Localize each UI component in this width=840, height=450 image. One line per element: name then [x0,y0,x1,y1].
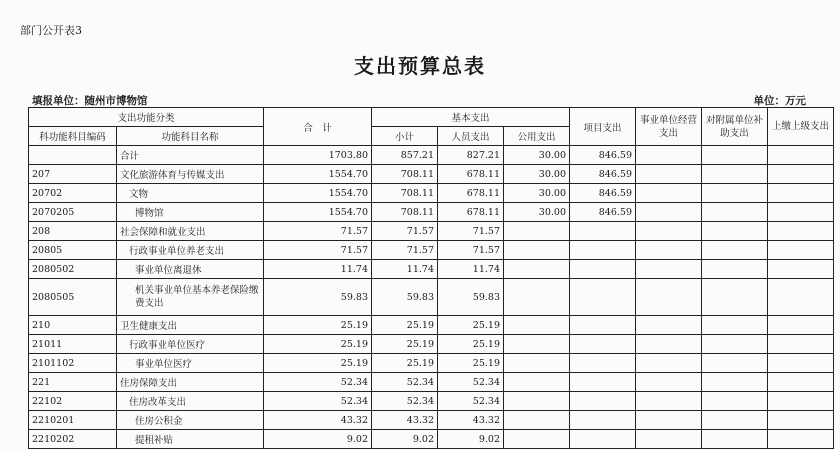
cell-project [570,411,636,430]
cell-biz [636,373,702,392]
table-row [29,146,834,165]
cell-public [504,241,570,260]
cell-biz [636,146,702,165]
cell-personnel: 43.32 [438,411,504,430]
cell-total: 11.74 [264,260,372,279]
cell-affiliated [702,165,768,184]
cell-upward [768,241,834,260]
cell-personnel: 11.74 [438,260,504,279]
cell-public [504,354,570,373]
cell-subtotal: 25.19 [372,335,438,354]
cell-upward [768,279,834,316]
cell-public: 30.00 [504,165,570,184]
cell-public [504,279,570,316]
cell-total: 71.57 [264,241,372,260]
header-classification: 支出功能分类 [29,108,264,127]
cell-name: 合计 [117,146,264,165]
cell-code: 221 [29,373,117,392]
cell-name: 卫生健康支出 [117,316,264,335]
cell-total: 1703.80 [264,146,372,165]
cell-personnel: 71.57 [438,241,504,260]
cell-public [504,222,570,241]
cell-code: 2210202 [29,430,117,449]
cell-upward [768,354,834,373]
doc-tag: 部门公开表3 [20,24,82,37]
cell-upward [768,373,834,392]
cell-public [504,373,570,392]
header-public: 公用支出 [504,127,570,146]
cell-subtotal: 708.11 [372,165,438,184]
cell-personnel: 25.19 [438,316,504,335]
cell-subtotal: 9.02 [372,430,438,449]
cell-affiliated [702,260,768,279]
cell-public [504,411,570,430]
cell-total: 9.02 [264,430,372,449]
cell-upward [768,260,834,279]
cell-affiliated [702,430,768,449]
table-row [29,241,834,260]
table-row [29,260,834,279]
cell-code: 2210201 [29,411,117,430]
cell-project: 846.59 [570,184,636,203]
header-basic: 基本支出 [372,108,570,127]
cell-subtotal: 708.11 [372,203,438,222]
cell-total: 1554.70 [264,184,372,203]
cell-subtotal: 25.19 [372,354,438,373]
cell-personnel: 9.02 [438,430,504,449]
cell-name: 住房改革支出 [117,392,264,411]
cell-subtotal: 708.11 [372,184,438,203]
cell-code: 208 [29,222,117,241]
cell-total: 52.34 [264,392,372,411]
cell-project [570,335,636,354]
cell-upward [768,203,834,222]
cell-project [570,279,636,316]
cell-name: 行政事业单位医疗 [117,335,264,354]
cell-public: 30.00 [504,146,570,165]
cell-affiliated [702,222,768,241]
cell-name: 住房公积金 [117,411,264,430]
cell-code [29,146,117,165]
cell-biz [636,203,702,222]
cell-public [504,335,570,354]
cell-subtotal: 71.57 [372,241,438,260]
reporting-unit: 填报单位：随州市博物馆 [32,95,148,107]
cell-name: 提租补贴 [117,430,264,449]
cell-personnel: 678.11 [438,165,504,184]
cell-biz [636,316,702,335]
cell-project [570,260,636,279]
header-personnel: 人员支出 [438,127,504,146]
cell-biz [636,392,702,411]
cell-personnel: 71.57 [438,222,504,241]
cell-public [504,260,570,279]
cell-personnel: 52.34 [438,392,504,411]
header-upward: 上缴上级支出 [768,108,834,146]
cell-biz [636,241,702,260]
cell-name: 行政事业单位养老支出 [117,241,264,260]
cell-public: 30.00 [504,184,570,203]
cell-personnel: 678.11 [438,203,504,222]
cell-upward [768,146,834,165]
budget-table [28,107,834,449]
cell-code: 21011 [29,335,117,354]
cell-total: 43.32 [264,411,372,430]
table-body [29,146,834,449]
cell-subtotal: 25.19 [372,316,438,335]
table-row [29,203,834,222]
cell-project: 846.59 [570,165,636,184]
cell-affiliated [702,241,768,260]
cell-affiliated [702,316,768,335]
cell-name: 博物馆 [117,203,264,222]
cell-total: 25.19 [264,354,372,373]
header-name: 功能科目名称 [117,127,264,146]
cell-total: 71.57 [264,222,372,241]
cell-code: 2080505 [29,279,117,316]
cell-affiliated [702,354,768,373]
cell-affiliated [702,392,768,411]
cell-code: 210 [29,316,117,335]
currency-unit: 单位：万元 [753,95,806,107]
cell-personnel: 25.19 [438,354,504,373]
cell-code: 2070205 [29,203,117,222]
cell-biz [636,184,702,203]
cell-name: 事业单位离退休 [117,260,264,279]
cell-total: 25.19 [264,335,372,354]
cell-project [570,316,636,335]
cell-subtotal: 59.83 [372,279,438,316]
cell-personnel: 827.21 [438,146,504,165]
header-subtotal: 小计 [372,127,438,146]
table-row [29,222,834,241]
cell-subtotal: 43.32 [372,411,438,430]
cell-code: 2101102 [29,354,117,373]
cell-affiliated [702,373,768,392]
cell-biz [636,354,702,373]
cell-code: 22102 [29,392,117,411]
cell-personnel: 25.19 [438,335,504,354]
table-row [29,184,834,203]
table-row [29,430,834,449]
cell-subtotal: 71.57 [372,222,438,241]
cell-code: 207 [29,165,117,184]
cell-public [504,392,570,411]
table-row [29,165,834,184]
cell-biz [636,222,702,241]
cell-personnel: 52.34 [438,373,504,392]
cell-public: 30.00 [504,203,570,222]
cell-name: 文化旅游体育与传媒支出 [117,165,264,184]
cell-upward [768,335,834,354]
cell-code: 20805 [29,241,117,260]
cell-project [570,241,636,260]
table-row [29,411,834,430]
table-header [29,108,834,146]
cell-total: 1554.70 [264,165,372,184]
cell-total: 25.19 [264,316,372,335]
cell-project [570,430,636,449]
cell-personnel: 678.11 [438,184,504,203]
cell-subtotal: 52.34 [372,373,438,392]
header-biz-unit: 事业单位经营支出 [636,108,702,146]
cell-total: 52.34 [264,373,372,392]
cell-project: 846.59 [570,203,636,222]
cell-personnel: 59.83 [438,279,504,316]
cell-subtotal: 11.74 [372,260,438,279]
cell-total: 1554.70 [264,203,372,222]
cell-biz [636,430,702,449]
page-title: 支出预算总表 [354,54,486,78]
cell-project [570,354,636,373]
cell-affiliated [702,146,768,165]
cell-project [570,222,636,241]
cell-affiliated [702,184,768,203]
cell-affiliated [702,335,768,354]
cell-upward [768,184,834,203]
cell-project [570,392,636,411]
cell-upward [768,222,834,241]
table-row [29,316,834,335]
header-project: 项目支出 [570,108,636,146]
cell-code: 2080502 [29,260,117,279]
cell-subtotal: 52.34 [372,392,438,411]
table-row [29,335,834,354]
cell-biz [636,279,702,316]
cell-public [504,316,570,335]
header-code: 科功能科目编码 [29,127,117,146]
cell-project [570,373,636,392]
header-total: 合 计 [264,108,372,146]
table-row [29,373,834,392]
cell-upward [768,430,834,449]
header-affiliated: 对附属单位补助支出 [702,108,768,146]
cell-name: 事业单位医疗 [117,354,264,373]
cell-upward [768,411,834,430]
cell-public [504,430,570,449]
cell-total: 59.83 [264,279,372,316]
cell-biz [636,411,702,430]
table-row [29,279,834,316]
cell-upward [768,316,834,335]
cell-biz [636,335,702,354]
cell-name: 社会保障和就业支出 [117,222,264,241]
cell-name: 机关事业单位基本养老保险缴费支出 [117,279,264,316]
cell-name: 文物 [117,184,264,203]
cell-code: 20702 [29,184,117,203]
cell-affiliated [702,279,768,316]
cell-upward [768,165,834,184]
table-row [29,354,834,373]
cell-affiliated [702,203,768,222]
table-row [29,392,834,411]
cell-subtotal: 857.21 [372,146,438,165]
cell-project: 846.59 [570,146,636,165]
cell-biz [636,260,702,279]
cell-name: 住房保障支出 [117,373,264,392]
cell-upward [768,392,834,411]
cell-affiliated [702,411,768,430]
cell-biz [636,165,702,184]
